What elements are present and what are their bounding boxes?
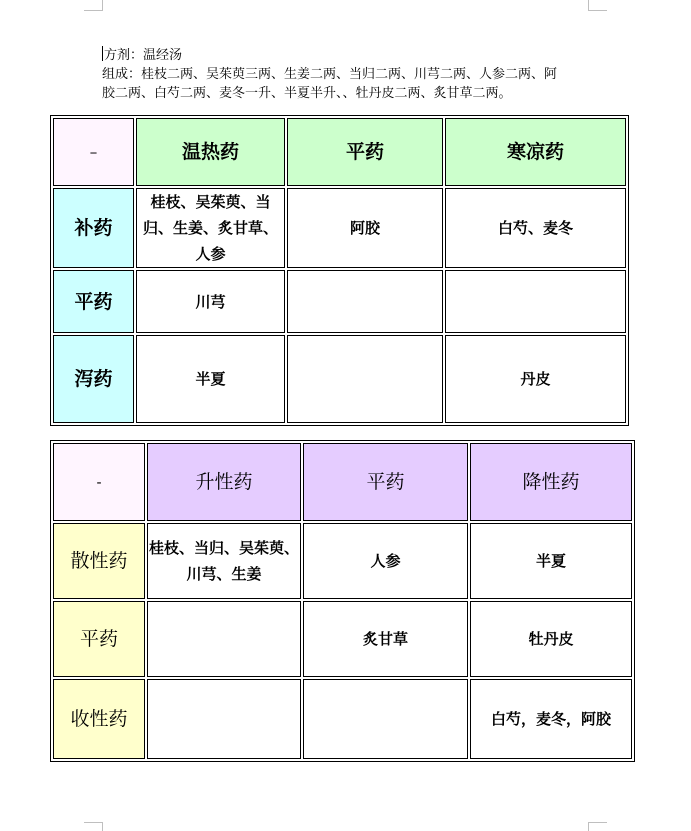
table-cell: 桂枝、当归、吴茱萸、川芎、生姜 (147, 523, 301, 599)
table-cell (287, 335, 443, 423)
column-header-neutral: 平药 (303, 443, 468, 521)
row-header-purge: 泻药 (53, 335, 134, 423)
table-cell: 炙甘草 (303, 601, 468, 677)
table-row (53, 601, 632, 677)
table-cell: 川芎 (136, 270, 285, 333)
table-cell: 牡丹皮 (470, 601, 632, 677)
table-corner-cell: – (53, 118, 134, 186)
table-row (53, 270, 626, 333)
text-cursor (102, 46, 103, 61)
table-row (53, 335, 626, 423)
table-cell: 白芍、麦冬 (445, 188, 626, 268)
table-corner-cell: - (53, 443, 145, 521)
composition-line: 胶二两、白芍二两、麦冬一升、半夏半升、、牡丹皮二两、炙甘草二两。 (102, 86, 512, 101)
table-cell (147, 601, 301, 677)
row-header-tonify: 补药 (53, 188, 134, 268)
column-header-descending: 降性药 (470, 443, 632, 521)
column-header-cold: 寒凉药 (445, 118, 626, 186)
page-corner-mark (588, 0, 607, 11)
composition-line: 组成：桂枝二两、吴茱萸三两、生姜二两、当归二两、川芎二两、人参二两、阿 (102, 67, 558, 82)
table-header-row (53, 118, 626, 186)
table-cell: 半夏 (470, 523, 632, 599)
page-corner-mark (588, 822, 607, 831)
table-row (53, 679, 632, 759)
row-header-astringent: 收性药 (53, 679, 145, 759)
ascend-descend-classification-table (50, 440, 635, 762)
table-cell: 半夏 (136, 335, 285, 423)
prescription-title-line (102, 46, 602, 65)
table-row (53, 188, 626, 268)
warm-cold-classification-table (50, 115, 629, 426)
page-corner-mark (84, 0, 103, 11)
row-header-neutral: 平药 (53, 270, 134, 333)
column-header-warm: 温热药 (136, 118, 285, 186)
row-header-neutral: 平药 (53, 601, 145, 677)
table-cell (303, 679, 468, 759)
table-cell (147, 679, 301, 759)
table-row (53, 523, 632, 599)
column-header-neutral: 平药 (287, 118, 443, 186)
table-cell (287, 270, 443, 333)
table-header-row (53, 443, 632, 521)
prescription-title: 方剂：温经汤 (104, 48, 183, 63)
page-corner-mark (84, 822, 103, 831)
table-cell (445, 270, 626, 333)
column-header-ascending: 升性药 (147, 443, 301, 521)
table-cell: 白芍，麦冬，阿胶 (470, 679, 632, 759)
table-cell: 丹皮 (445, 335, 626, 423)
table-cell: 阿胶 (287, 188, 443, 268)
table-cell: 桂枝、吴茱萸、当归、生姜、炙甘草、人参 (136, 188, 285, 268)
prescription-text[interactable] (102, 46, 602, 103)
table-cell: 人参 (303, 523, 468, 599)
row-header-dispersing: 散性药 (53, 523, 145, 599)
